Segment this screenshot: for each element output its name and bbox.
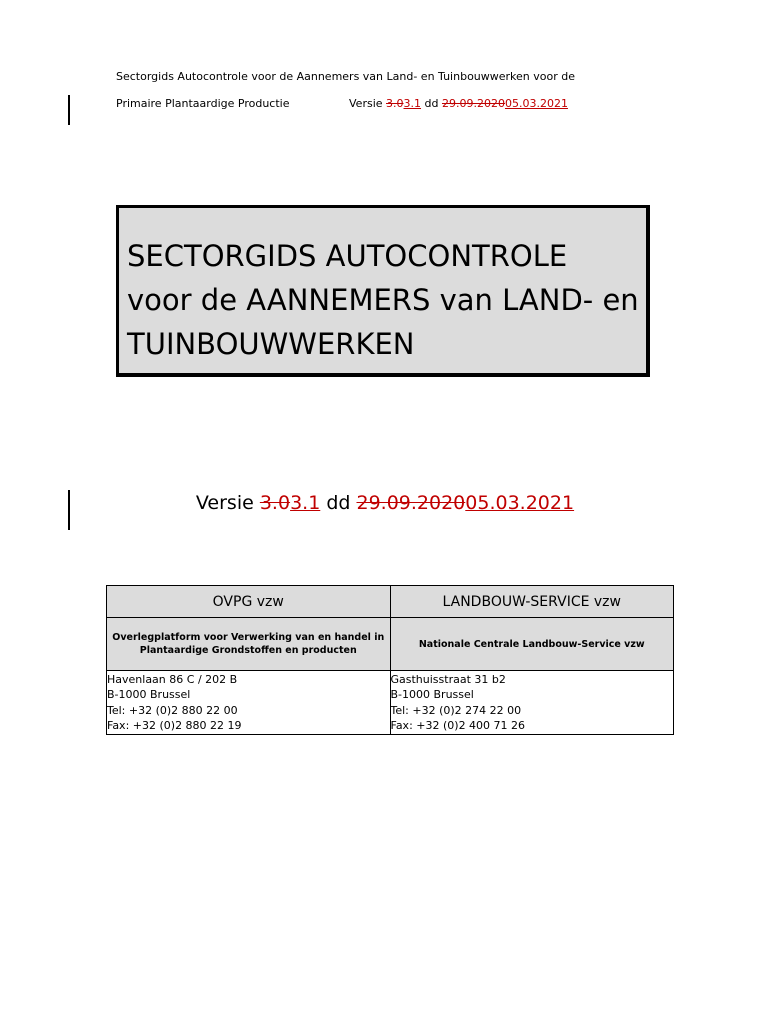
title-line-3: TUINBOUWWERKEN [127, 327, 415, 361]
header-version-inserted: 3.1 [403, 97, 422, 110]
address-line: B-1000 Brussel [390, 688, 474, 701]
header-date-inserted: 05.03.2021 [504, 97, 568, 110]
header-version-deleted: 3.0 [386, 97, 404, 110]
address-fax: Fax: +32 (0)2 880 22 19 [107, 719, 242, 732]
header-version [349, 97, 568, 110]
address-line: Gasthuisstraat 31 b2 [390, 672, 506, 686]
address-line: B-1000 Brussel [107, 688, 191, 701]
title-line-1: SECTORGIDS AUTOCONTROLE [127, 239, 568, 273]
org-name-ovpg: OVPG vzw [107, 586, 391, 618]
title-line-2: voor de AANNEMERS van LAND- en [127, 283, 639, 317]
document-title [127, 234, 639, 366]
header-date-deleted: 29.09.2020 [441, 97, 505, 110]
header-dd: dd [421, 97, 442, 110]
address-phone: Tel: +32 (0)2 274 22 00 [390, 703, 522, 717]
org-fullname-ovpg: Overlegplatform voor Verwerking van en handel in Plantaardige Grondstoffen en producten [107, 618, 391, 671]
version-date-inserted: 05.03.2021 [465, 492, 575, 514]
address-phone: Tel: +32 (0)2 880 22 00 [107, 703, 238, 717]
table-row-full-names [107, 618, 674, 671]
header-line-2 [116, 97, 289, 110]
organizations-table [106, 585, 674, 735]
version-deleted: 3.0 [259, 492, 291, 514]
header-subtitle-text: Primaire Plantaardige Productie [116, 97, 290, 110]
header-title-text: Sectorgids Autocontrole voor de Aannemers van Land- en Tuinbouwwerken voor de [116, 70, 576, 83]
change-bar-header [68, 95, 70, 125]
version-dd: dd [320, 492, 357, 514]
version-date-deleted: 29.09.2020 [356, 492, 466, 514]
org-fullname-landbouw-service: Nationale Centrale Landbouw-Service vzw [390, 618, 674, 671]
table-row-names [107, 586, 674, 618]
org-address-landbouw-service [390, 671, 674, 735]
org-name-landbouw-service: LANDBOUW-SERVICE vzw [390, 586, 674, 618]
version-inserted: 3.1 [290, 492, 321, 514]
version-line [0, 492, 770, 514]
table-row-addresses [107, 671, 674, 735]
header-line-1 [116, 70, 575, 83]
address-fax: Fax: +32 (0)2 400 71 26 [390, 719, 526, 732]
header-version-label: Versie [349, 97, 387, 110]
title-box [116, 205, 650, 377]
org-address-ovpg [107, 671, 391, 735]
version-label: Versie [195, 492, 260, 514]
address-line: Havenlaan 86 C / 202 B [107, 672, 238, 686]
